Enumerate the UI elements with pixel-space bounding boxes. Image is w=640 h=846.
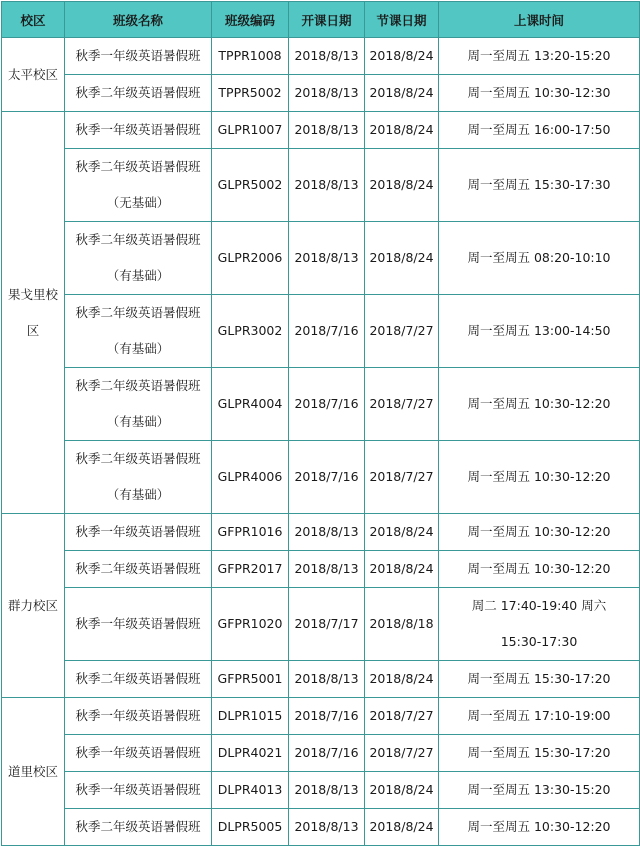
start-date-cell: 2018/8/13: [289, 772, 365, 809]
class-code-cell: DLPR4021: [212, 735, 289, 772]
table-row: [2, 38, 640, 75]
table-row: [2, 75, 640, 112]
schedule-cell: 周一至周五 10:30-12:20: [439, 441, 640, 514]
start-date-cell: 2018/7/16: [289, 368, 365, 441]
class-name-cell: 秋季一年级英语暑假班: [65, 38, 212, 75]
start-date-cell: 2018/7/16: [289, 295, 365, 368]
class-name: 秋季二年级英语暑假班: [75, 232, 201, 247]
start-date-cell: 2018/8/13: [289, 75, 365, 112]
class-name-cell: [65, 368, 212, 441]
header-end-date: 节课日期: [365, 2, 439, 38]
end-date-cell: 2018/8/24: [365, 514, 439, 551]
class-note: （有基础）: [106, 414, 170, 429]
end-date-cell: 2018/8/24: [365, 149, 439, 222]
start-date-cell: 2018/7/16: [289, 441, 365, 514]
start-date-cell: 2018/8/13: [289, 222, 365, 295]
class-name: 秋季二年级英语暑假班: [75, 305, 201, 320]
start-date-cell: 2018/8/13: [289, 551, 365, 588]
start-date-cell: 2018/7/16: [289, 735, 365, 772]
class-code-cell: DLPR4013: [212, 772, 289, 809]
start-date-cell: 2018/8/13: [289, 112, 365, 149]
schedule-cell: 周一至周五 15:30-17:20: [439, 661, 640, 698]
schedule-cell: 周一至周五 10:30-12:20: [439, 368, 640, 441]
class-code-cell: GLPR2006: [212, 222, 289, 295]
start-date-cell: 2018/7/16: [289, 698, 365, 735]
table-row: [2, 222, 640, 295]
end-date-cell: 2018/8/24: [365, 661, 439, 698]
class-name-cell: 秋季二年级英语暑假班: [65, 75, 212, 112]
table-row: [2, 112, 640, 149]
class-name-cell: [65, 441, 212, 514]
campus-cell: [2, 112, 65, 514]
end-date-cell: 2018/8/24: [365, 112, 439, 149]
table-row: [2, 772, 640, 809]
table-row: [2, 441, 640, 514]
class-name: 秋季二年级英语暑假班: [75, 451, 201, 466]
start-date-cell: 2018/8/13: [289, 38, 365, 75]
table-row: [2, 588, 640, 661]
end-date-cell: 2018/7/27: [365, 368, 439, 441]
table-row: [2, 809, 640, 846]
class-code-cell: GFPR2017: [212, 551, 289, 588]
class-name: 秋季二年级英语暑假班: [75, 159, 201, 174]
end-date-cell: 2018/8/24: [365, 222, 439, 295]
class-code-cell: GFPR5001: [212, 661, 289, 698]
header-start-date: 开课日期: [289, 2, 365, 38]
campus-cell: 太平校区: [2, 38, 65, 112]
table-row: [2, 149, 640, 222]
schedule-cell: 周一至周五 15:30-17:20: [439, 735, 640, 772]
schedule-cell: 周一至周五 15:30-17:30: [439, 149, 640, 222]
header-schedule: 上课时间: [439, 2, 640, 38]
schedule-cell: 周一至周五 10:30-12:30: [439, 75, 640, 112]
end-date-cell: 2018/8/18: [365, 588, 439, 661]
class-note: （有基础）: [106, 268, 170, 283]
table-row: [2, 514, 640, 551]
header-class-code: 班级编码: [212, 2, 289, 38]
class-name-cell: 秋季一年级英语暑假班: [65, 735, 212, 772]
class-name-cell: [65, 295, 212, 368]
start-date-cell: 2018/8/13: [289, 514, 365, 551]
table-row: [2, 661, 640, 698]
class-name-cell: [65, 222, 212, 295]
class-code-cell: GFPR1016: [212, 514, 289, 551]
schedule-cell: 周一至周五 10:30-12:20: [439, 551, 640, 588]
schedule-cell: 周一至周五 10:30-12:20: [439, 514, 640, 551]
class-name-cell: 秋季一年级英语暑假班: [65, 588, 212, 661]
table-row: [2, 551, 640, 588]
class-name-cell: 秋季二年级英语暑假班: [65, 809, 212, 846]
class-code-cell: GLPR4004: [212, 368, 289, 441]
end-date-cell: 2018/7/27: [365, 735, 439, 772]
class-name-cell: [65, 149, 212, 222]
table-row: [2, 735, 640, 772]
class-name: 秋季二年级英语暑假班: [75, 378, 201, 393]
campus-label-line2: 区: [26, 322, 40, 338]
table-row: [2, 295, 640, 368]
class-name-cell: 秋季二年级英语暑假班: [65, 551, 212, 588]
campus-cell: 道里校区: [2, 698, 65, 846]
end-date-cell: 2018/8/24: [365, 809, 439, 846]
schedule-cell: 周一至周五 13:00-14:50: [439, 295, 640, 368]
class-name-cell: 秋季一年级英语暑假班: [65, 772, 212, 809]
end-date-cell: 2018/8/24: [365, 551, 439, 588]
end-date-cell: 2018/7/27: [365, 295, 439, 368]
start-date-cell: 2018/8/13: [289, 661, 365, 698]
class-code-cell: DLPR1015: [212, 698, 289, 735]
header-class-name: 班级名称: [65, 2, 212, 38]
end-date-cell: 2018/8/24: [365, 75, 439, 112]
campus-cell: 群力校区: [2, 514, 65, 698]
end-date-cell: 2018/7/27: [365, 441, 439, 514]
start-date-cell: 2018/8/13: [289, 149, 365, 222]
header-campus: 校区: [2, 2, 65, 38]
class-code-cell: GFPR1020: [212, 588, 289, 661]
table-row: [2, 698, 640, 735]
class-code-cell: GLPR1007: [212, 112, 289, 149]
class-code-cell: TPPR5002: [212, 75, 289, 112]
schedule-line2: 15:30-17:30: [500, 634, 578, 649]
start-date-cell: 2018/8/13: [289, 809, 365, 846]
schedule-cell: 周一至周五 17:10-19:00: [439, 698, 640, 735]
schedule-cell: [439, 588, 640, 661]
class-code-cell: DLPR5005: [212, 809, 289, 846]
class-code-cell: TPPR1008: [212, 38, 289, 75]
schedule-cell: 周一至周五 08:20-10:10: [439, 222, 640, 295]
schedule-cell: 周一至周五 10:30-12:20: [439, 809, 640, 846]
class-note: （无基础）: [106, 195, 170, 210]
campus-label-line1: 果戈里校: [7, 286, 58, 302]
class-name-cell: 秋季一年级英语暑假班: [65, 698, 212, 735]
class-code-cell: GLPR3002: [212, 295, 289, 368]
class-note: （有基础）: [106, 341, 170, 356]
schedule-cell: 周一至周五 13:20-15:20: [439, 38, 640, 75]
end-date-cell: 2018/8/24: [365, 772, 439, 809]
schedule-line1: 周二 17:40-19:40 周六: [471, 598, 607, 613]
class-name-cell: 秋季一年级英语暑假班: [65, 514, 212, 551]
header-row: [2, 2, 640, 38]
class-schedule-table: [1, 1, 640, 846]
end-date-cell: 2018/7/27: [365, 698, 439, 735]
class-note: （有基础）: [106, 487, 170, 502]
schedule-cell: 周一至周五 16:00-17:50: [439, 112, 640, 149]
class-name-cell: 秋季二年级英语暑假班: [65, 661, 212, 698]
class-name-cell: 秋季一年级英语暑假班: [65, 112, 212, 149]
table-row: [2, 368, 640, 441]
class-code-cell: GLPR4006: [212, 441, 289, 514]
end-date-cell: 2018/8/24: [365, 38, 439, 75]
class-code-cell: GLPR5002: [212, 149, 289, 222]
start-date-cell: 2018/7/17: [289, 588, 365, 661]
schedule-cell: 周一至周五 13:30-15:20: [439, 772, 640, 809]
